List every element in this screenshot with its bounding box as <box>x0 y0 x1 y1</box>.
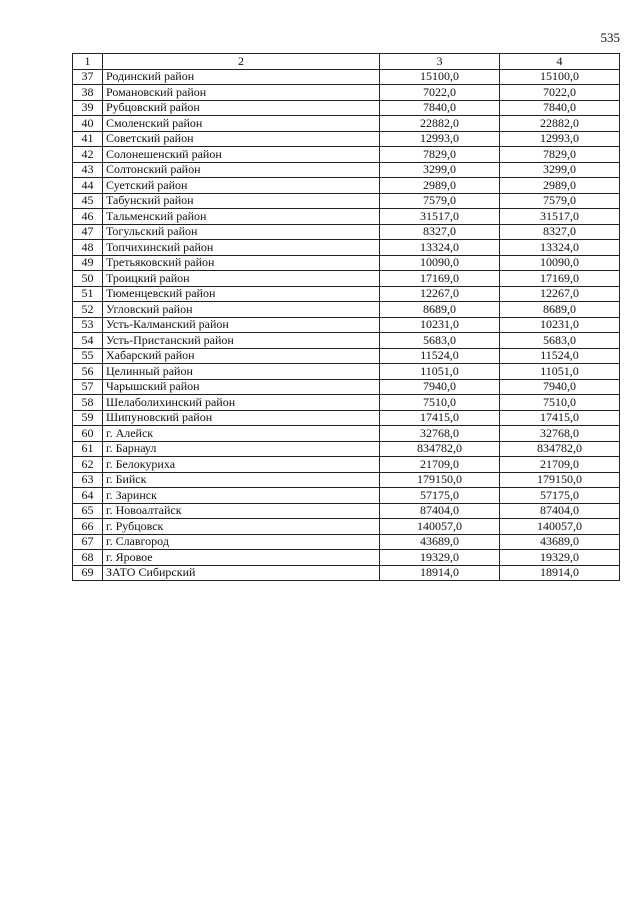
value-col-4: 31517,0 <box>500 209 620 225</box>
data-table <box>72 53 620 581</box>
column-header-3: 3 <box>380 54 500 70</box>
row-number: 53 <box>73 317 103 333</box>
value-col-3: 57175,0 <box>380 488 500 504</box>
value-col-3: 12993,0 <box>380 131 500 147</box>
table-row <box>73 193 620 209</box>
table-row <box>73 488 620 504</box>
value-col-4: 17169,0 <box>500 271 620 287</box>
column-header-1: 1 <box>73 54 103 70</box>
table-row <box>73 457 620 473</box>
value-col-3: 7022,0 <box>380 85 500 101</box>
row-number: 64 <box>73 488 103 504</box>
table-row <box>73 379 620 395</box>
territory-name: Усть-Пристанский район <box>103 333 380 349</box>
value-col-4: 7022,0 <box>500 85 620 101</box>
territory-name: Хабарский район <box>103 348 380 364</box>
territory-name: г. Барнаул <box>103 441 380 457</box>
row-number: 62 <box>73 457 103 473</box>
column-header-2: 2 <box>103 54 380 70</box>
value-col-3: 32768,0 <box>380 426 500 442</box>
value-col-3: 13324,0 <box>380 240 500 256</box>
value-col-3: 12267,0 <box>380 286 500 302</box>
territory-name: г. Заринск <box>103 488 380 504</box>
value-col-4: 21709,0 <box>500 457 620 473</box>
table-row <box>73 472 620 488</box>
territory-name: Топчихинский район <box>103 240 380 256</box>
table-row <box>73 271 620 287</box>
page-number: 535 <box>600 30 620 45</box>
row-number: 39 <box>73 100 103 116</box>
value-col-3: 3299,0 <box>380 162 500 178</box>
territory-name: Тюменцевский район <box>103 286 380 302</box>
table-row <box>73 286 620 302</box>
row-number: 51 <box>73 286 103 302</box>
row-number: 63 <box>73 472 103 488</box>
territory-name: Угловский район <box>103 302 380 318</box>
row-number: 44 <box>73 178 103 194</box>
table-row <box>73 550 620 566</box>
value-col-4: 57175,0 <box>500 488 620 504</box>
row-number: 58 <box>73 395 103 411</box>
row-number: 66 <box>73 519 103 535</box>
value-col-4: 15100,0 <box>500 69 620 85</box>
value-col-3: 10231,0 <box>380 317 500 333</box>
value-col-4: 8327,0 <box>500 224 620 240</box>
table-header-row <box>73 54 620 70</box>
row-number: 45 <box>73 193 103 209</box>
value-col-3: 17415,0 <box>380 410 500 426</box>
table-row <box>73 255 620 271</box>
value-col-4: 5683,0 <box>500 333 620 349</box>
row-number: 46 <box>73 209 103 225</box>
value-col-4: 2989,0 <box>500 178 620 194</box>
value-col-4: 32768,0 <box>500 426 620 442</box>
row-number: 49 <box>73 255 103 271</box>
territory-name: г. Новоалтайск <box>103 503 380 519</box>
table-row <box>73 364 620 380</box>
value-col-4: 834782,0 <box>500 441 620 457</box>
value-col-3: 140057,0 <box>380 519 500 535</box>
table-row <box>73 147 620 163</box>
value-col-4: 18914,0 <box>500 565 620 581</box>
table-row <box>73 426 620 442</box>
value-col-4: 22882,0 <box>500 116 620 132</box>
table-row <box>73 131 620 147</box>
row-number: 37 <box>73 69 103 85</box>
value-col-4: 13324,0 <box>500 240 620 256</box>
territory-name: г. Яровое <box>103 550 380 566</box>
value-col-3: 19329,0 <box>380 550 500 566</box>
table-row <box>73 69 620 85</box>
value-col-3: 15100,0 <box>380 69 500 85</box>
territory-name: г. Рубцовск <box>103 519 380 535</box>
row-number: 54 <box>73 333 103 349</box>
territory-name: Солонешенский район <box>103 147 380 163</box>
territory-name: г. Бийск <box>103 472 380 488</box>
value-col-3: 7510,0 <box>380 395 500 411</box>
table-row <box>73 317 620 333</box>
table-row <box>73 100 620 116</box>
value-col-3: 179150,0 <box>380 472 500 488</box>
row-number: 56 <box>73 364 103 380</box>
value-col-3: 18914,0 <box>380 565 500 581</box>
value-col-4: 7579,0 <box>500 193 620 209</box>
row-number: 59 <box>73 410 103 426</box>
territory-name: Солтонский район <box>103 162 380 178</box>
value-col-4: 8689,0 <box>500 302 620 318</box>
table-row <box>73 162 620 178</box>
value-col-3: 834782,0 <box>380 441 500 457</box>
value-col-4: 3299,0 <box>500 162 620 178</box>
table-row <box>73 85 620 101</box>
value-col-3: 31517,0 <box>380 209 500 225</box>
table-row <box>73 209 620 225</box>
table-row <box>73 240 620 256</box>
value-col-3: 7579,0 <box>380 193 500 209</box>
territory-name: Суетский район <box>103 178 380 194</box>
value-col-3: 11051,0 <box>380 364 500 380</box>
value-col-4: 10090,0 <box>500 255 620 271</box>
territory-name: Тогульский район <box>103 224 380 240</box>
table-row <box>73 395 620 411</box>
table-row <box>73 503 620 519</box>
row-number: 47 <box>73 224 103 240</box>
row-number: 61 <box>73 441 103 457</box>
value-col-3: 11524,0 <box>380 348 500 364</box>
territory-name: г. Славгород <box>103 534 380 550</box>
value-col-4: 7510,0 <box>500 395 620 411</box>
row-number: 65 <box>73 503 103 519</box>
value-col-3: 7840,0 <box>380 100 500 116</box>
row-number: 57 <box>73 379 103 395</box>
value-col-4: 140057,0 <box>500 519 620 535</box>
territory-name: Романовский район <box>103 85 380 101</box>
value-col-3: 22882,0 <box>380 116 500 132</box>
value-col-4: 179150,0 <box>500 472 620 488</box>
table-row <box>73 333 620 349</box>
territory-name: Советский район <box>103 131 380 147</box>
table-row <box>73 519 620 535</box>
table-row <box>73 178 620 194</box>
territory-name: г. Белокуриха <box>103 457 380 473</box>
value-col-4: 12993,0 <box>500 131 620 147</box>
table-row <box>73 348 620 364</box>
value-col-4: 11524,0 <box>500 348 620 364</box>
territory-name: Рубцовский район <box>103 100 380 116</box>
value-col-3: 8689,0 <box>380 302 500 318</box>
value-col-3: 17169,0 <box>380 271 500 287</box>
value-col-3: 43689,0 <box>380 534 500 550</box>
territory-name: Чарышский район <box>103 379 380 395</box>
row-number: 40 <box>73 116 103 132</box>
row-number: 60 <box>73 426 103 442</box>
value-col-3: 7829,0 <box>380 147 500 163</box>
value-col-4: 19329,0 <box>500 550 620 566</box>
territory-name: Целинный район <box>103 364 380 380</box>
row-number: 52 <box>73 302 103 318</box>
column-header-4: 4 <box>500 54 620 70</box>
value-col-4: 10231,0 <box>500 317 620 333</box>
value-col-4: 12267,0 <box>500 286 620 302</box>
value-col-4: 7829,0 <box>500 147 620 163</box>
territory-name: Табунский район <box>103 193 380 209</box>
value-col-4: 43689,0 <box>500 534 620 550</box>
territory-name: Третьяковский район <box>103 255 380 271</box>
territory-name: ЗАТО Сибирский <box>103 565 380 581</box>
row-number: 50 <box>73 271 103 287</box>
value-col-4: 17415,0 <box>500 410 620 426</box>
table-row <box>73 565 620 581</box>
territory-name: Родинский район <box>103 69 380 85</box>
value-col-3: 8327,0 <box>380 224 500 240</box>
value-col-4: 87404,0 <box>500 503 620 519</box>
territory-name: Шелаболихинский район <box>103 395 380 411</box>
table-row <box>73 534 620 550</box>
row-number: 68 <box>73 550 103 566</box>
territory-name: Шипуновский район <box>103 410 380 426</box>
row-number: 55 <box>73 348 103 364</box>
row-number: 69 <box>73 565 103 581</box>
table-row <box>73 302 620 318</box>
row-number: 67 <box>73 534 103 550</box>
territory-name: Троицкий район <box>103 271 380 287</box>
territory-name: Усть-Калманский район <box>103 317 380 333</box>
value-col-4: 7840,0 <box>500 100 620 116</box>
value-col-3: 10090,0 <box>380 255 500 271</box>
value-col-4: 7940,0 <box>500 379 620 395</box>
table-row <box>73 441 620 457</box>
table-body <box>73 69 620 581</box>
territory-name: г. Алейск <box>103 426 380 442</box>
row-number: 48 <box>73 240 103 256</box>
row-number: 43 <box>73 162 103 178</box>
value-col-4: 11051,0 <box>500 364 620 380</box>
row-number: 42 <box>73 147 103 163</box>
territory-name: Смоленский район <box>103 116 380 132</box>
table-row <box>73 410 620 426</box>
value-col-3: 87404,0 <box>380 503 500 519</box>
value-col-3: 7940,0 <box>380 379 500 395</box>
value-col-3: 21709,0 <box>380 457 500 473</box>
value-col-3: 5683,0 <box>380 333 500 349</box>
row-number: 41 <box>73 131 103 147</box>
row-number: 38 <box>73 85 103 101</box>
table-row <box>73 116 620 132</box>
table-row <box>73 224 620 240</box>
territory-name: Тальменский район <box>103 209 380 225</box>
value-col-3: 2989,0 <box>380 178 500 194</box>
